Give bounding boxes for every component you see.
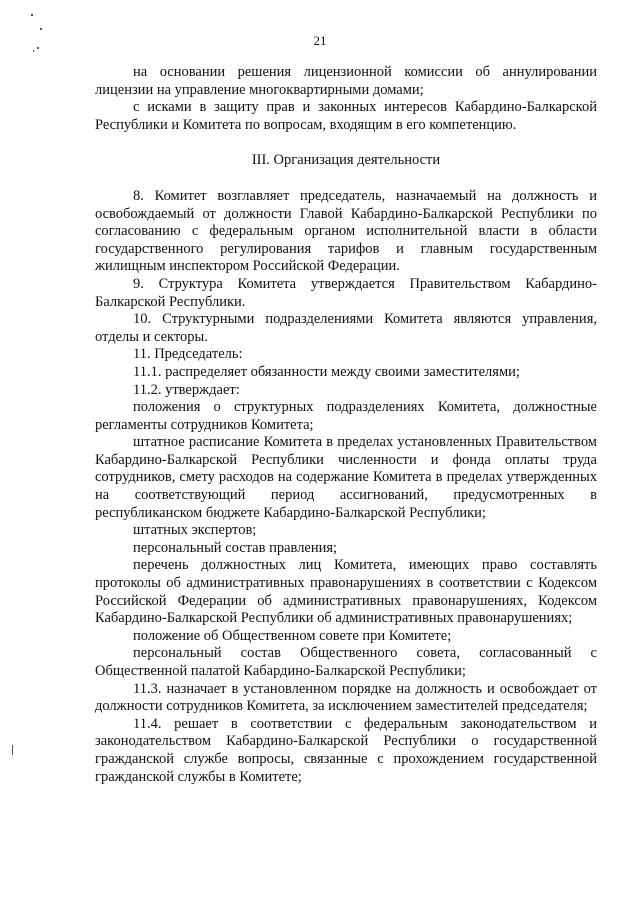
paragraph: с исками в защиту прав и законных интересов Кабардино-Балкарской Республики и Комитета по вопросам, входящим в его компетенцию. — [95, 99, 597, 133]
paragraph: 11.1. распределяет обязанности между своими заместителями; — [133, 363, 520, 380]
paragraph: 11.4. решает в соответствии с федеральным законодательством и законодательством Кабардино-Балкарской Республики о государственной гражданской службе вопросы, связанные с прохождением государственной гражданской службы в Комитете; — [95, 715, 597, 785]
page-number: 21 — [313, 33, 327, 48]
paragraph: 9. Структура Комитета утверждается Правительством Кабардино-Балкарской Республики. — [95, 275, 597, 310]
paragraph: 10. Структурными подразделениями Комитета являются управления, отделы и секторы. — [95, 311, 597, 345]
paragraph: 11.2. утверждает: — [133, 381, 240, 398]
paragraph: персональный состав Общественного совета, согласованный с Общественной палатой Кабардино-Балкарской Республики; — [95, 645, 597, 679]
paragraph: штатное расписание Комитета в пределах установленных Правительством Кабардино-Балкарской Республики численности и фонда оплаты труда сотрудников, смету расходов на содержание Комитета в пределах утвержденных на соответствующий период ассигнований, предусмотренных в республиканском бюджете Кабардино-Балкарской Республики; — [95, 434, 597, 521]
paragraph: 8. Комитет возглавляет председатель, назначаемый на должность и освобождаемый от должности Главой Кабардино-Балкарской Республики по согласованию с федеральным органом исполнительной власти в области государственного регулирования тарифов и главным государственным жилищным инспектором Российской Федерации. — [95, 187, 597, 275]
scan-speck — [31, 14, 33, 16]
section-heading: III. Организация деятельности — [251, 152, 441, 169]
paragraph: на основании решения лицензионной комиссии об аннулировании лицензии на управление многоквартирными домами; — [95, 64, 597, 98]
paragraph: положения о структурных подразделениях Комитета, должностные регламенты сотрудников Комитета; — [95, 399, 597, 433]
document-body — [95, 64, 597, 786]
paragraph: 11. Председатель: — [133, 346, 243, 363]
paragraph: 11.3. назначает в установленном порядке на должность и освобождает от должности сотрудников Комитета, за исключением заместителей председателя; — [95, 680, 597, 715]
scan-speck — [40, 28, 42, 30]
paragraph: положение об Общественном совете при Комитете; — [133, 627, 452, 644]
scan-speck — [12, 745, 13, 755]
paragraph: персональный состав правления; — [133, 539, 338, 556]
scan-speck — [33, 50, 34, 52]
paragraph: штатных экспертов; — [133, 522, 257, 539]
paragraph: перечень должностных лиц Комитета, имеющих право составлять протоколы об административных правонарушениях в соответствии с Кодексом Российской Федерации об административных правонарушениях, Кодексом Кабардино-Балкарской Республики об административных правонарушениях; — [95, 557, 597, 627]
